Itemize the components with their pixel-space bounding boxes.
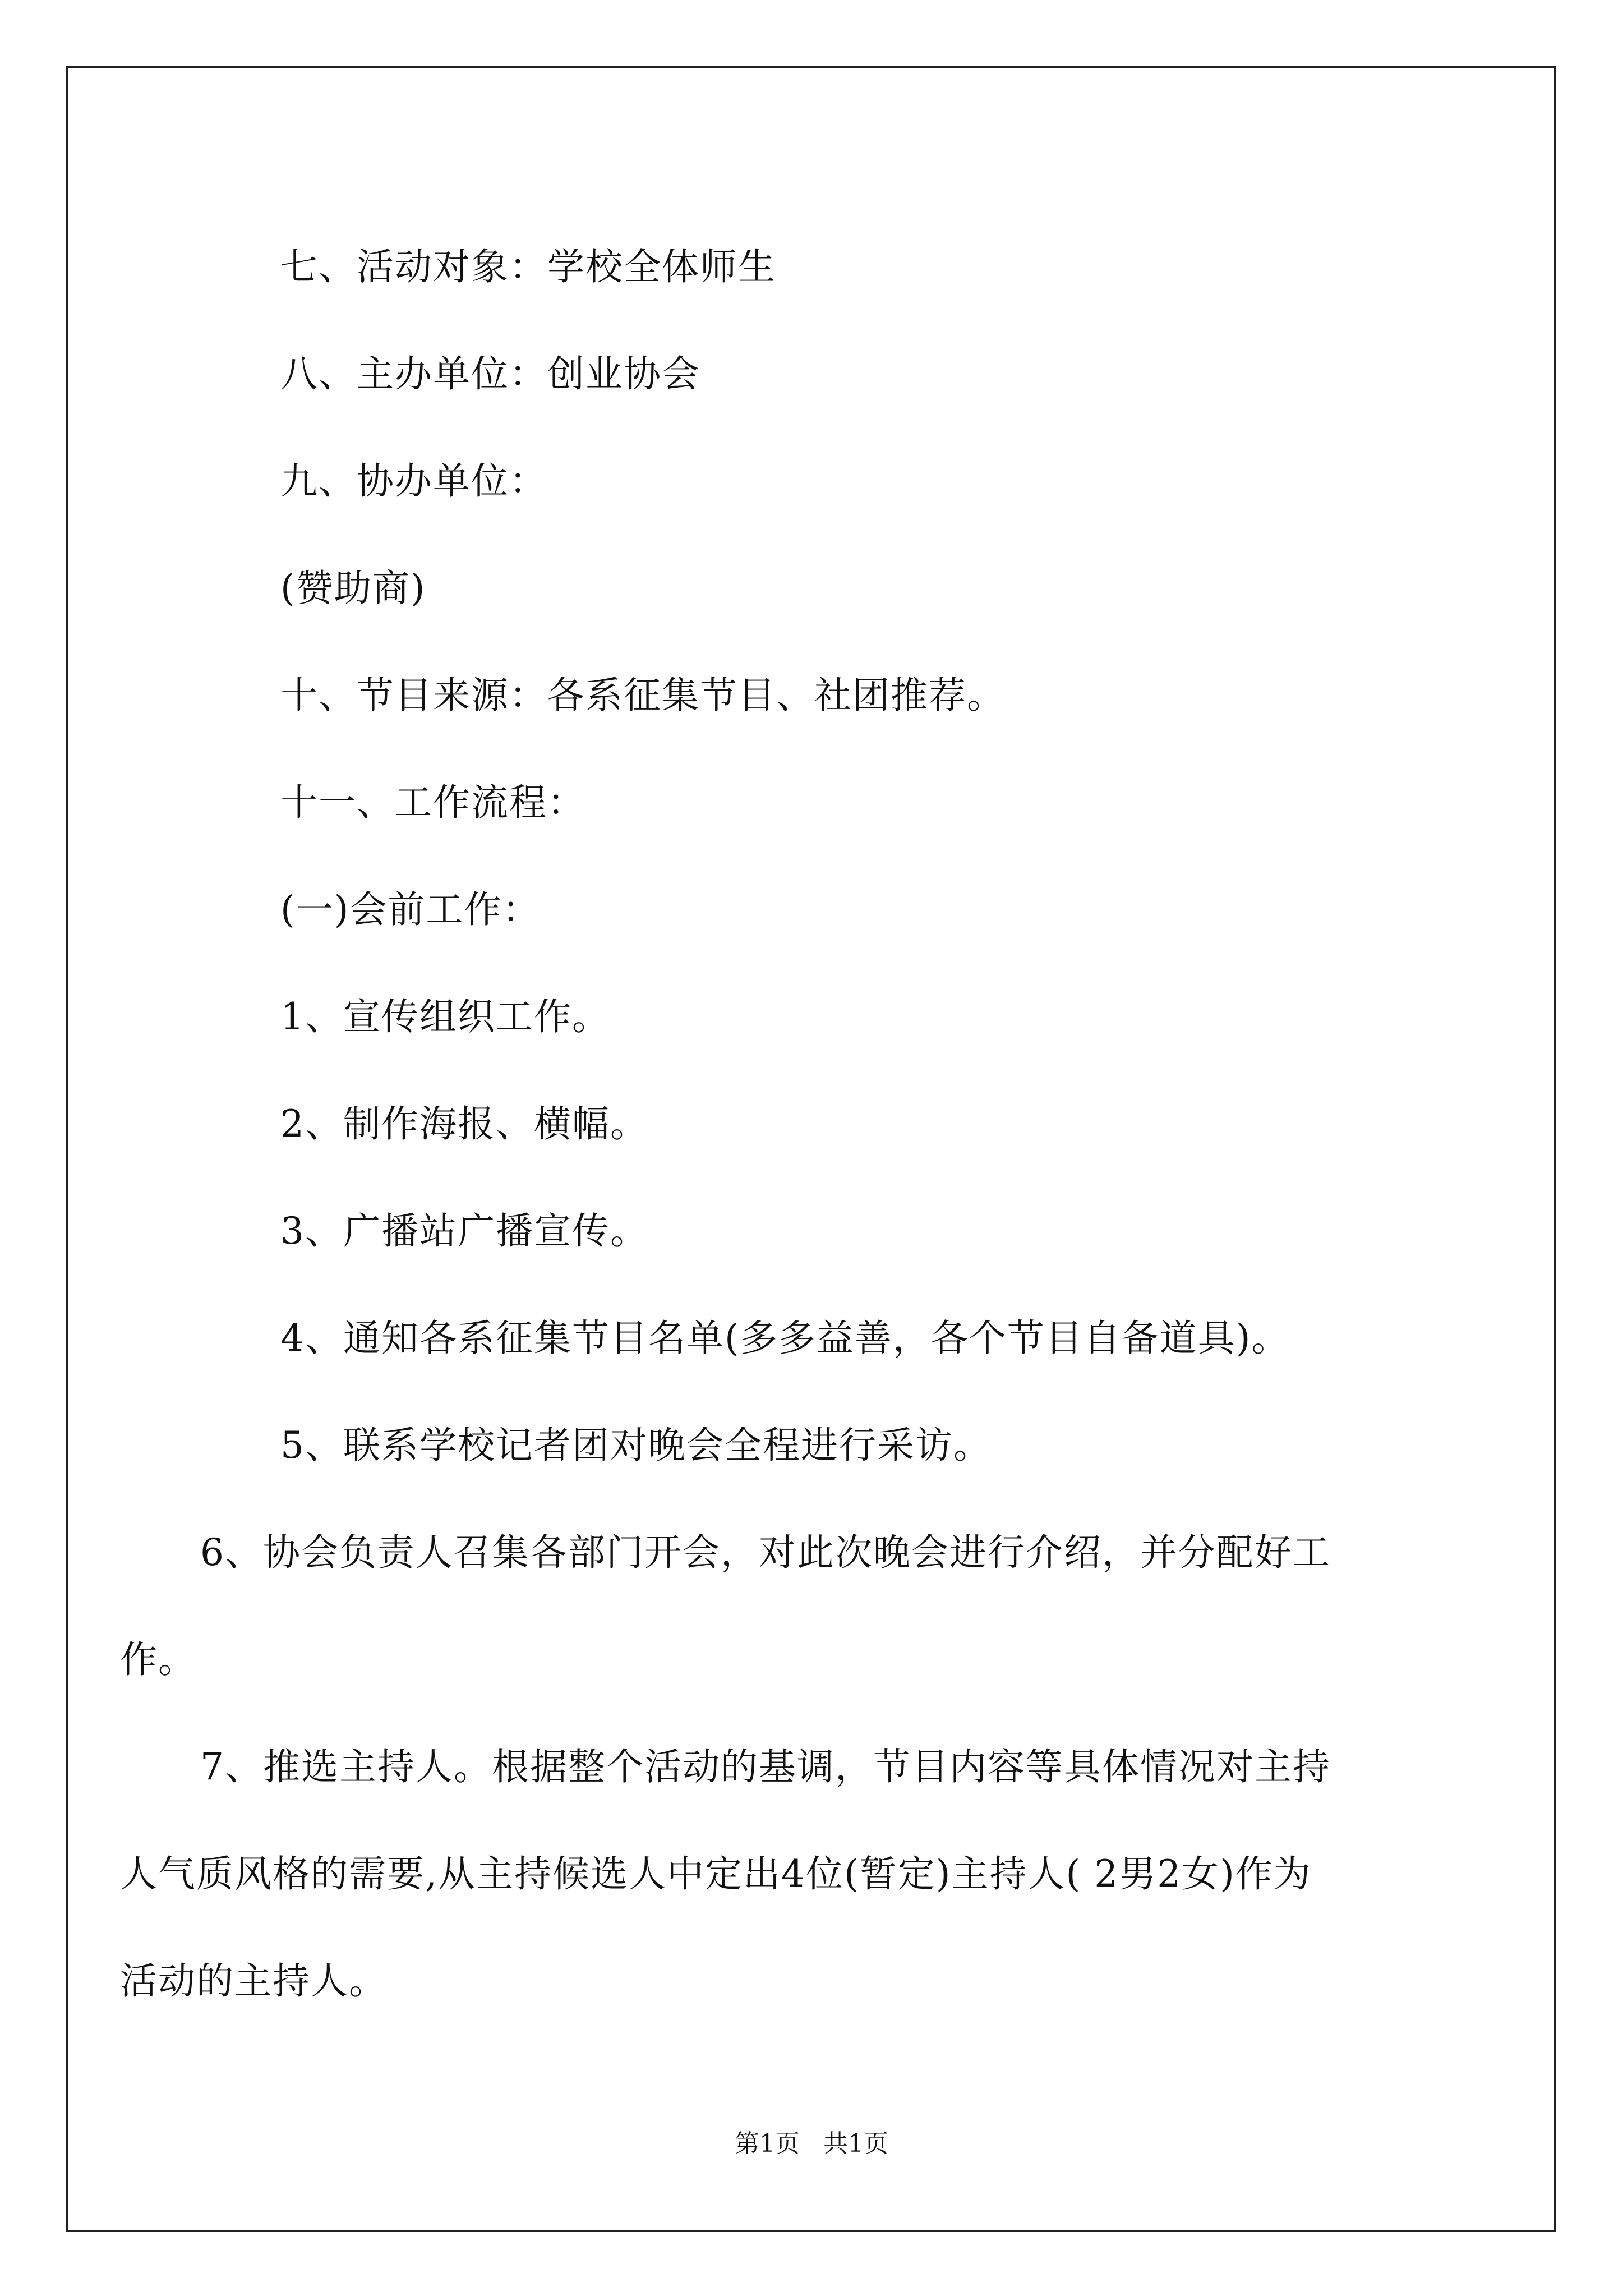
paragraph: 5、联系学校记者团对晚会全程进行采访。 [280,1424,992,1467]
paragraph: (一)会前工作： [280,888,541,931]
paragraph: 6、协会负责人召集各部门开会，对此次晚会进行介绍，并分配好工作。 [120,1531,1331,1681]
paragraph: 十一、工作流程： [280,781,585,824]
paragraph: 十、节目来源：各系征集节目、社团推荐。 [280,674,1005,717]
paragraph: 2、制作海报、横幅。 [280,1102,648,1145]
page-footer [0,2127,1623,2161]
paragraph: 4、通知各系征集节目名单(多多益善，各个节目自备道具)。 [280,1317,1290,1360]
paragraph: 7、推选主持人。根据整个活动的基调，节目内容等具体情况对主持人气质风格的需要,从主持候选人中定出4位(暂定)主持人( 2男2女)作为活动的主持人。 [120,1745,1331,2003]
paragraph: 九、协办单位： [280,459,547,503]
page-count: 共1页 [823,2129,888,2158]
paragraph: 3、广播站广播宣传。 [280,1209,648,1253]
document-body [120,213,1428,2035]
paragraph: (赞助商) [280,567,426,610]
paragraph: 1、宣传组织工作。 [280,995,610,1038]
paragraph: 八、主办单位：创业协会 [280,352,700,395]
page-number: 第1页 [735,2129,800,2158]
paragraph: 七、活动对象：学校全体师生 [280,245,776,288]
